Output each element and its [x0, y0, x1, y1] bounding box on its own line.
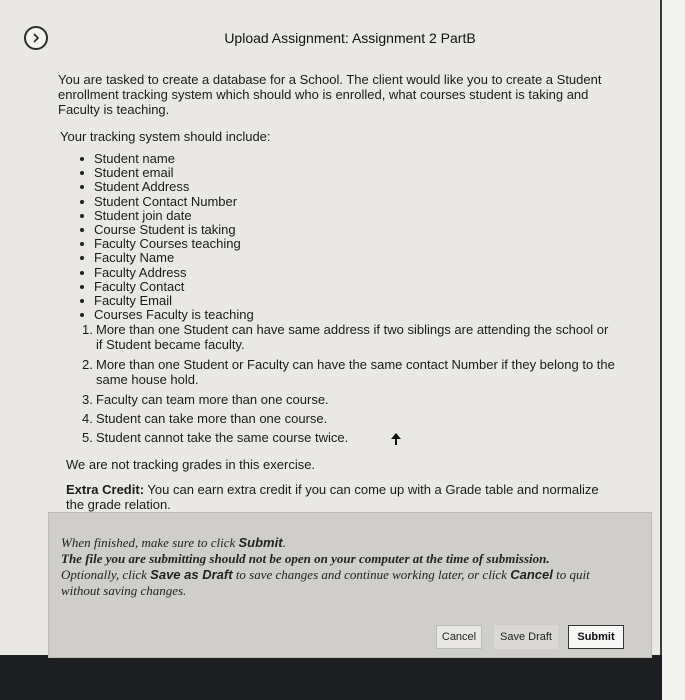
list-item: Faculty Address [80, 266, 618, 280]
list-item: Student email [80, 166, 618, 180]
adjacent-window-edge [662, 0, 685, 700]
rule-number: 3. [82, 392, 93, 408]
rule-number: 1. [82, 322, 93, 338]
grades-note: We are not tracking grades in this exercise. [66, 457, 316, 473]
notice-line-1-prefix: When finished, make sure to click [61, 535, 239, 550]
rule-text: Faculty can team more than one course. [96, 392, 329, 408]
notice-text [61, 535, 621, 599]
rule-text: More than one Student or Faculty can have the same contact Number if they belong to the same house hold. [96, 357, 615, 388]
notice-line-3-c: to quit without saving changes. [61, 567, 590, 598]
rule-item [82, 357, 618, 387]
list-item: Student Address [80, 180, 618, 194]
requirements-list [58, 152, 618, 322]
list-item: Faculty Email [80, 294, 618, 308]
notice-line-2-text: The file you are submitting should not be open on your computer at the time of submission. [61, 551, 550, 566]
list-item: Faculty Courses teaching [80, 237, 618, 251]
rules-list [58, 322, 618, 445]
rule-item [82, 392, 618, 407]
rule-text: Student cannot take the same course twice. [96, 430, 349, 446]
rule-item [82, 322, 618, 352]
notice-save-draft-word: Save as Draft [150, 567, 233, 582]
notice-line-3 [61, 567, 621, 599]
rule-number: 4. [82, 411, 93, 427]
notice-line-3-a: Optionally, click [61, 567, 151, 582]
notice-cancel-word: Cancel [510, 567, 553, 582]
rule-item [82, 411, 618, 426]
notice-submit-word: Submit [238, 535, 283, 550]
list-item: Course Student is taking [80, 223, 618, 237]
notice-line-3-b: to save changes and continue working later, or click [232, 567, 511, 582]
rule-number: 5. [82, 430, 93, 446]
extra-credit-label: Extra Credit: [66, 482, 145, 498]
assignment-instructions [58, 72, 618, 512]
cancel-button[interactable]: Cancel [436, 625, 482, 649]
expand-button[interactable] [24, 26, 48, 50]
list-item: Student join date [80, 209, 618, 223]
save-draft-button[interactable]: Save Draft [494, 625, 558, 649]
list-item: Faculty Name [80, 251, 618, 265]
notice-line-1 [61, 535, 621, 551]
page-title: Upload Assignment: Assignment 2 PartB [224, 30, 476, 46]
chevron-right-icon [31, 33, 41, 43]
mouse-cursor-icon [391, 433, 401, 445]
list-item: Student name [80, 152, 618, 166]
rule-number: 2. [82, 357, 93, 373]
rule-item [82, 430, 618, 445]
notice-line-1-suffix: . [282, 535, 286, 550]
submit-button[interactable]: Submit [568, 625, 624, 649]
include-heading: Your tracking system should include: [60, 129, 271, 144]
intro-paragraph: You are tasked to create a database for a School. The client would like you to create a Student enrollment tracking system which should who is enrolled, what courses student is taking and Faculty is teaching. [58, 72, 602, 117]
rule-text: More than one Student can have same address if two siblings are attending the school or if Student became faculty. [96, 322, 609, 353]
list-item: Student Contact Number [80, 195, 618, 209]
extra-credit [66, 482, 606, 512]
list-item: Courses Faculty is teaching [80, 308, 618, 322]
rule-text: Student can take more than one course. [96, 411, 328, 427]
list-item: Faculty Contact [80, 280, 618, 294]
notice-line-2 [61, 551, 621, 567]
extra-credit-text: You can earn extra credit if you can come up with a Grade table and normalize the grade relation. [66, 482, 599, 513]
page-header [0, 0, 660, 72]
submission-notice [48, 512, 652, 658]
